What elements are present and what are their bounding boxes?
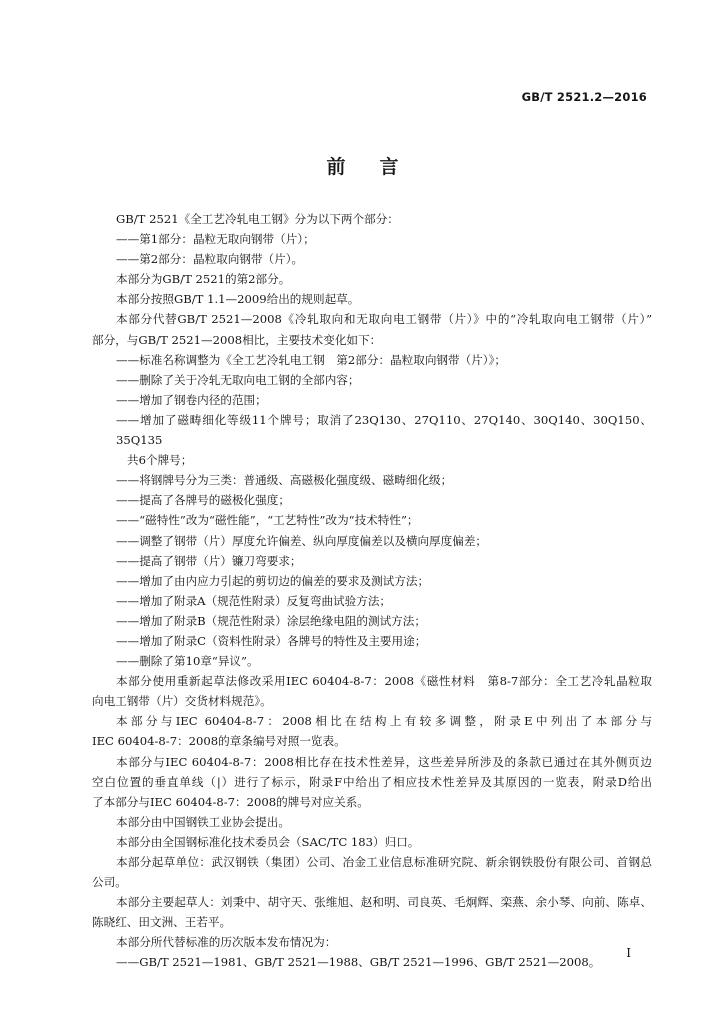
text-line: 本部分由中国钢铁工业协会提出。 bbox=[116, 814, 290, 829]
text-line: 了本部分与IEC 60404-8-7：2008的牌号对应关系。 bbox=[92, 794, 369, 809]
text-line: ——第2部分：晶粒取向钢带（片）。 bbox=[116, 252, 304, 267]
text-line: ——“磁特性”改为“磁性能”，“工艺特性”改为“技术特性”； bbox=[116, 513, 419, 528]
text-line: 向电工钢带（片）交货材料规范》。 bbox=[92, 694, 272, 709]
page-number: I bbox=[626, 946, 631, 960]
text-line: 本部分按照GB/T 1.1—2009给出的规则起草。 bbox=[116, 292, 360, 307]
text-line: 本部分起草单位：武汉钢铁（集团）公司、冶金工业信息标准研究院、新余钢铁股份有限公司、首钢总 bbox=[116, 855, 652, 869]
text-line: GB/T 2521《全工艺冷轧电工钢》分为以下两个部分： bbox=[116, 212, 399, 226]
page-title: 前言 bbox=[326, 156, 433, 178]
text-line: ——调整了钢带（片）厚度允许偏差、纵向厚度偏差以及横向厚度偏差； bbox=[116, 533, 488, 548]
text-line: ——提高了各牌号的磁极化强度； bbox=[116, 493, 290, 508]
text-line: IEC 60404-8-7：2008的章条编号对照一览表。 bbox=[92, 734, 346, 749]
text-line: 本部分主要起草人：刘秉中、胡守天、张维旭、赵和明、司良英、毛炯辉、栾燕、余小琴、向前、陈卓、 bbox=[116, 895, 652, 910]
text-line: ——标准名称调整为《全工艺冷轧电工钢 第2部分：晶粒取向钢带（片）》； bbox=[116, 352, 506, 367]
text-line: 本部分所代替标准的历次版本发布情况为： bbox=[116, 935, 337, 950]
text-line: 部分，与GB/T 2521—2008相比，主要技术变化如下： bbox=[92, 332, 382, 347]
text-line: ——将钢牌号分为三类：普通级、高磁极化强度级、磁畴细化级； bbox=[116, 473, 453, 488]
text-line: 陈晓红、田文洲、王若平。 bbox=[92, 915, 232, 930]
text-line: ——增加了附录B（规范性附录）涂层绝缘电阻的测试方法； bbox=[116, 613, 426, 628]
text-line: ——增加了附录A（规范性附录）反复弯曲试验方法； bbox=[116, 593, 392, 608]
text-line: 本部分使用重新起草法修改采用IEC 60404-8-7：2008《磁性材料 第8-7部分：全工艺冷轧晶粒取 bbox=[116, 674, 652, 689]
text-line: ——增加了附录C（资料性附录）各牌号的特性及主要用途； bbox=[116, 633, 427, 648]
text-line: 本部分为GB/T 2521的第2部分。 bbox=[116, 272, 291, 287]
text-line: ——提高了钢带（片）镰刀弯要求； bbox=[116, 553, 302, 568]
text-line: 本部分与IEC 60404-8-7：2008相比在结构上有较多调整，附录E中列出了本部分与 bbox=[116, 714, 652, 729]
text-line: ——增加了磁畴细化等级11个牌号；取消了23Q130、27Q110、27Q140、30Q140、30Q150、35Q135 bbox=[116, 412, 652, 448]
text-line: 本部分与IEC 60404-8-7：2008相比存在技术性差异，这些差异所涉及的条款已通过在其外侧页边 bbox=[116, 754, 652, 769]
text-line: ——删除了关于冷轧无取向电工钢的全部内容； bbox=[116, 372, 360, 387]
text-line: ——增加了由内应力引起的剪切边的偏差的要求及测试方法； bbox=[116, 573, 430, 588]
text-line: 本部分由全国钢标准化技术委员会（SAC/TC 183）归口。 bbox=[116, 834, 420, 849]
document-body bbox=[92, 209, 652, 973]
text-line: 本部分代替GB/T 2521—2008《冷轧取向和无取向电工钢带（片）》中的“冷轧取向电工钢带（片）” bbox=[116, 312, 652, 327]
text-line: ——GB/T 2521—1981、GB/T 2521—1988、GB/T 2521—1996、GB/T 2521—2008。 bbox=[116, 955, 601, 970]
text-line: ——增加了钢卷内径的范围； bbox=[116, 392, 267, 407]
text-line: 公司。 bbox=[92, 875, 127, 890]
text-line: 空白位置的垂直单线（|）进行了标示，附录F中给出了相应技术性差异及其原因的一览表，附录D给出 bbox=[92, 774, 652, 789]
text-line: 共6个牌号； bbox=[127, 453, 193, 468]
text-line: ——删除了第10章“异议”。 bbox=[116, 654, 259, 669]
text-line: ——第1部分：晶粒无取向钢带（片）； bbox=[116, 232, 315, 247]
standard-number: GB/T 2521.2—2016 bbox=[521, 90, 647, 104]
